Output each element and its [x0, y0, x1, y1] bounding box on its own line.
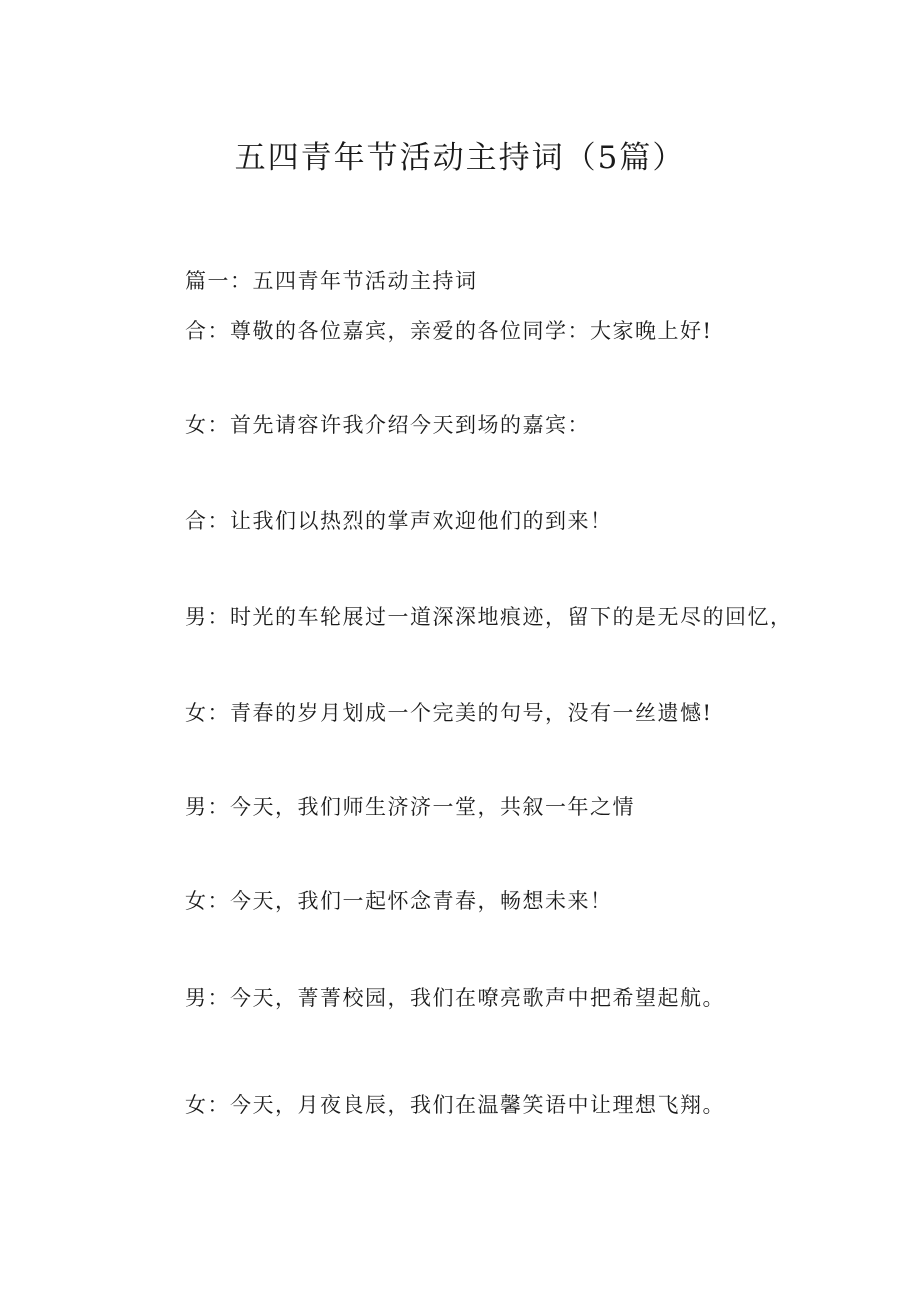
script-line: 合：让我们以热烈的掌声欢迎他们的到来！ [185, 509, 613, 533]
script-line: 男：今天，我们师生济济一堂，共叙一年之情 [185, 795, 635, 819]
script-line: 男：今天，菁菁校园，我们在嘹亮歌声中把希望起航。 [185, 986, 725, 1010]
script-line: 男：时光的车轮展过一道深深地痕迹，留下的是无尽的回忆， [185, 605, 793, 629]
section-heading: 篇一：五四青年节活动主持词 [185, 269, 478, 293]
script-line: 女：首先请容许我介绍今天到场的嘉宾： [185, 413, 590, 437]
document-title: 五四青年节活动主持词（5篇） [234, 140, 686, 176]
script-line: 女：今天，月夜良辰，我们在温馨笑语中让理想飞翔。 [185, 1093, 725, 1117]
script-line: 合：尊敬的各位嘉宾，亲爱的各位同学：大家晚上好! [185, 319, 713, 343]
script-line: 女：青春的岁月划成一个完美的句号，没有一丝遗憾! [185, 701, 713, 725]
script-line: 女：今天，我们一起怀念青春，畅想未来！ [185, 889, 613, 913]
